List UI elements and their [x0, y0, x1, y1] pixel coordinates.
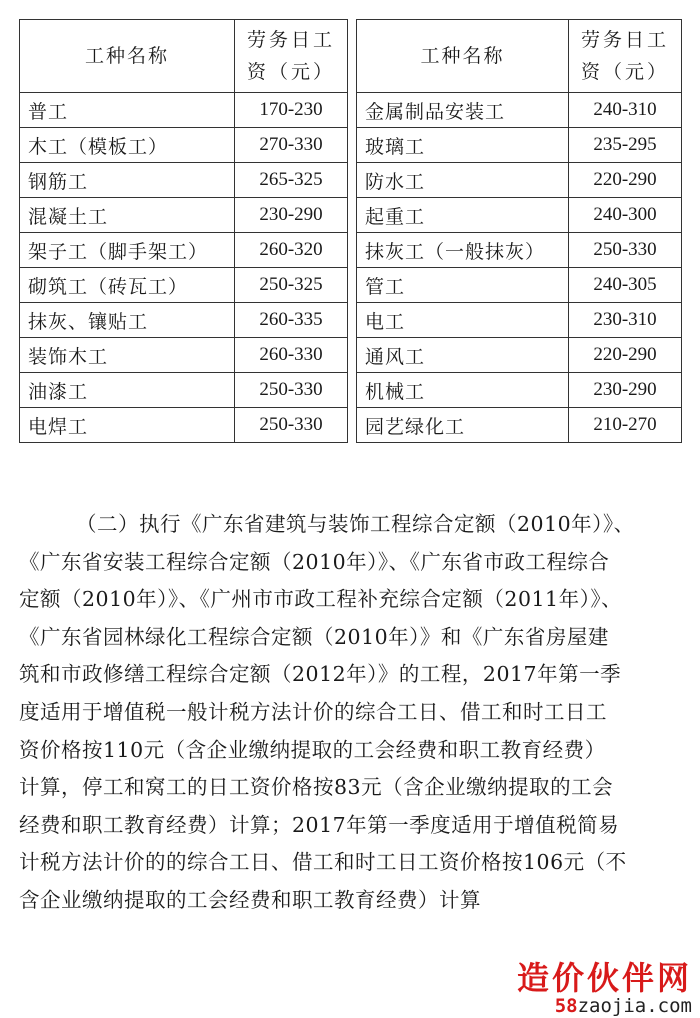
paragraph-line: 度适用于增值税一般计税方法计价的综合工日、借工和时工日工: [19, 699, 607, 724]
paragraph-line: 经费和职工教育经费）计算；2017年第一季度适用于增值税简易: [19, 812, 620, 837]
table-row: [357, 338, 682, 373]
trade-name-cell: 通风工: [357, 338, 569, 373]
wage-range-cell: 250-330: [569, 233, 682, 268]
trade-name-cell: 抹灰工（一般抹灰）: [357, 233, 569, 268]
wage-table-left: [19, 19, 348, 443]
wage-range-cell: 230-290: [235, 198, 348, 233]
table-row: [357, 128, 682, 163]
watermark-logo: [517, 960, 692, 1016]
wage-range-cell: 220-290: [569, 163, 682, 198]
wage-range-cell: 265-325: [235, 163, 348, 198]
wage-range-cell: 250-325: [235, 268, 348, 303]
paragraph-line: 《广东省园林绿化工程综合定额（2010年）》和《广东省房屋建: [19, 624, 609, 649]
trade-name-cell: 普工: [20, 93, 235, 128]
wage-table-right: [356, 19, 682, 443]
wage-range-cell: 240-300: [569, 198, 682, 233]
wage-range-cell: 170-230: [235, 93, 348, 128]
wage-range-cell: 230-290: [569, 373, 682, 408]
body-paragraph: [19, 506, 683, 920]
trade-name-cell: 电工: [357, 303, 569, 338]
table-row: [357, 233, 682, 268]
trade-name-cell: 机械工: [357, 373, 569, 408]
table-row: [20, 233, 348, 268]
trade-name-cell: 油漆工: [20, 373, 235, 408]
trade-name-cell: 金属制品安装工: [357, 93, 569, 128]
trade-name-cell: 抹灰、镶贴工: [20, 303, 235, 338]
table-header-row: [357, 20, 682, 93]
paragraph-line: （二）执行《广东省建筑与装饰工程综合定额（2010年）》、: [76, 512, 635, 536]
trade-name-cell: 起重工: [357, 198, 569, 233]
table-row: [20, 128, 348, 163]
table-row: [357, 408, 682, 443]
trade-name-cell: 管工: [357, 268, 569, 303]
wage-range-cell: 260-320: [235, 233, 348, 268]
table-row: [20, 373, 348, 408]
wage-range-cell: 250-330: [235, 373, 348, 408]
header-trade-name: 工种名称: [20, 20, 235, 93]
trade-name-cell: 木工（模板工）: [20, 128, 235, 163]
table-row: [20, 303, 348, 338]
trade-name-cell: 混凝土工: [20, 198, 235, 233]
paragraph-line: 计算，停工和窝工的日工资价格按83元（含企业缴纳提取的工会: [19, 775, 614, 800]
trade-name-cell: 玻璃工: [357, 128, 569, 163]
table-row: [20, 163, 348, 198]
header-daily-wage: 劳务日工 资（元）: [235, 20, 348, 93]
paragraph-line: 计税方法计价的的综合工日、借工和时工日工资价格按106元（不: [19, 850, 627, 875]
trade-name-cell: 砌筑工（砖瓦工）: [20, 268, 235, 303]
table-row: [20, 198, 348, 233]
wage-range-cell: 240-305: [569, 268, 682, 303]
trade-name-cell: 防水工: [357, 163, 569, 198]
wage-range-cell: 235-295: [569, 128, 682, 163]
trade-name-cell: 电焊工: [20, 408, 235, 443]
table-row: [20, 268, 348, 303]
wage-range-cell: 210-270: [569, 408, 682, 443]
trade-name-cell: 装饰木工: [20, 338, 235, 373]
table-row: [357, 373, 682, 408]
table-row: [357, 303, 682, 338]
table-row: [357, 268, 682, 303]
trade-name-cell: 园艺绿化工: [357, 408, 569, 443]
table-row: [357, 163, 682, 198]
trade-name-cell: 钢筋工: [20, 163, 235, 198]
watermark-title: 造价伙伴网: [516, 959, 692, 997]
watermark-url: 58zaojia.com: [554, 995, 692, 1017]
wage-range-cell: 220-290: [569, 338, 682, 373]
paragraph-line: 定额（2010年）》、《广州市市政工程补充综合定额（2011年）》、: [19, 587, 623, 612]
wage-range-cell: 270-330: [235, 128, 348, 163]
wage-range-cell: 230-310: [569, 303, 682, 338]
table-row: [20, 93, 348, 128]
table-row: [357, 93, 682, 128]
table-row: [20, 338, 348, 373]
wage-range-cell: 250-330: [235, 408, 348, 443]
trade-name-cell: 架子工（脚手架工）: [20, 233, 235, 268]
paragraph-line: 《广东省安装工程综合定额（2010年）》、《广东省市政工程综合: [19, 549, 610, 574]
table-header-row: [20, 20, 348, 93]
wage-range-cell: 240-310: [569, 93, 682, 128]
wage-range-cell: 260-335: [235, 303, 348, 338]
header-trade-name: 工种名称: [357, 20, 569, 93]
table-row: [20, 408, 348, 443]
paragraph-line: 含企业缴纳提取的工会经费和职工教育经费）计算: [19, 887, 481, 912]
header-daily-wage: 劳务日工 资（元）: [569, 20, 682, 93]
table-row: [357, 198, 682, 233]
wage-range-cell: 260-330: [235, 338, 348, 373]
paragraph-line: 资价格按110元（含企业缴纳提取的工会经费和职工教育经费）: [19, 737, 606, 762]
paragraph-line: 筑和市政修缮工程综合定额（2012年）》的工程，2017年第一季: [19, 662, 622, 687]
